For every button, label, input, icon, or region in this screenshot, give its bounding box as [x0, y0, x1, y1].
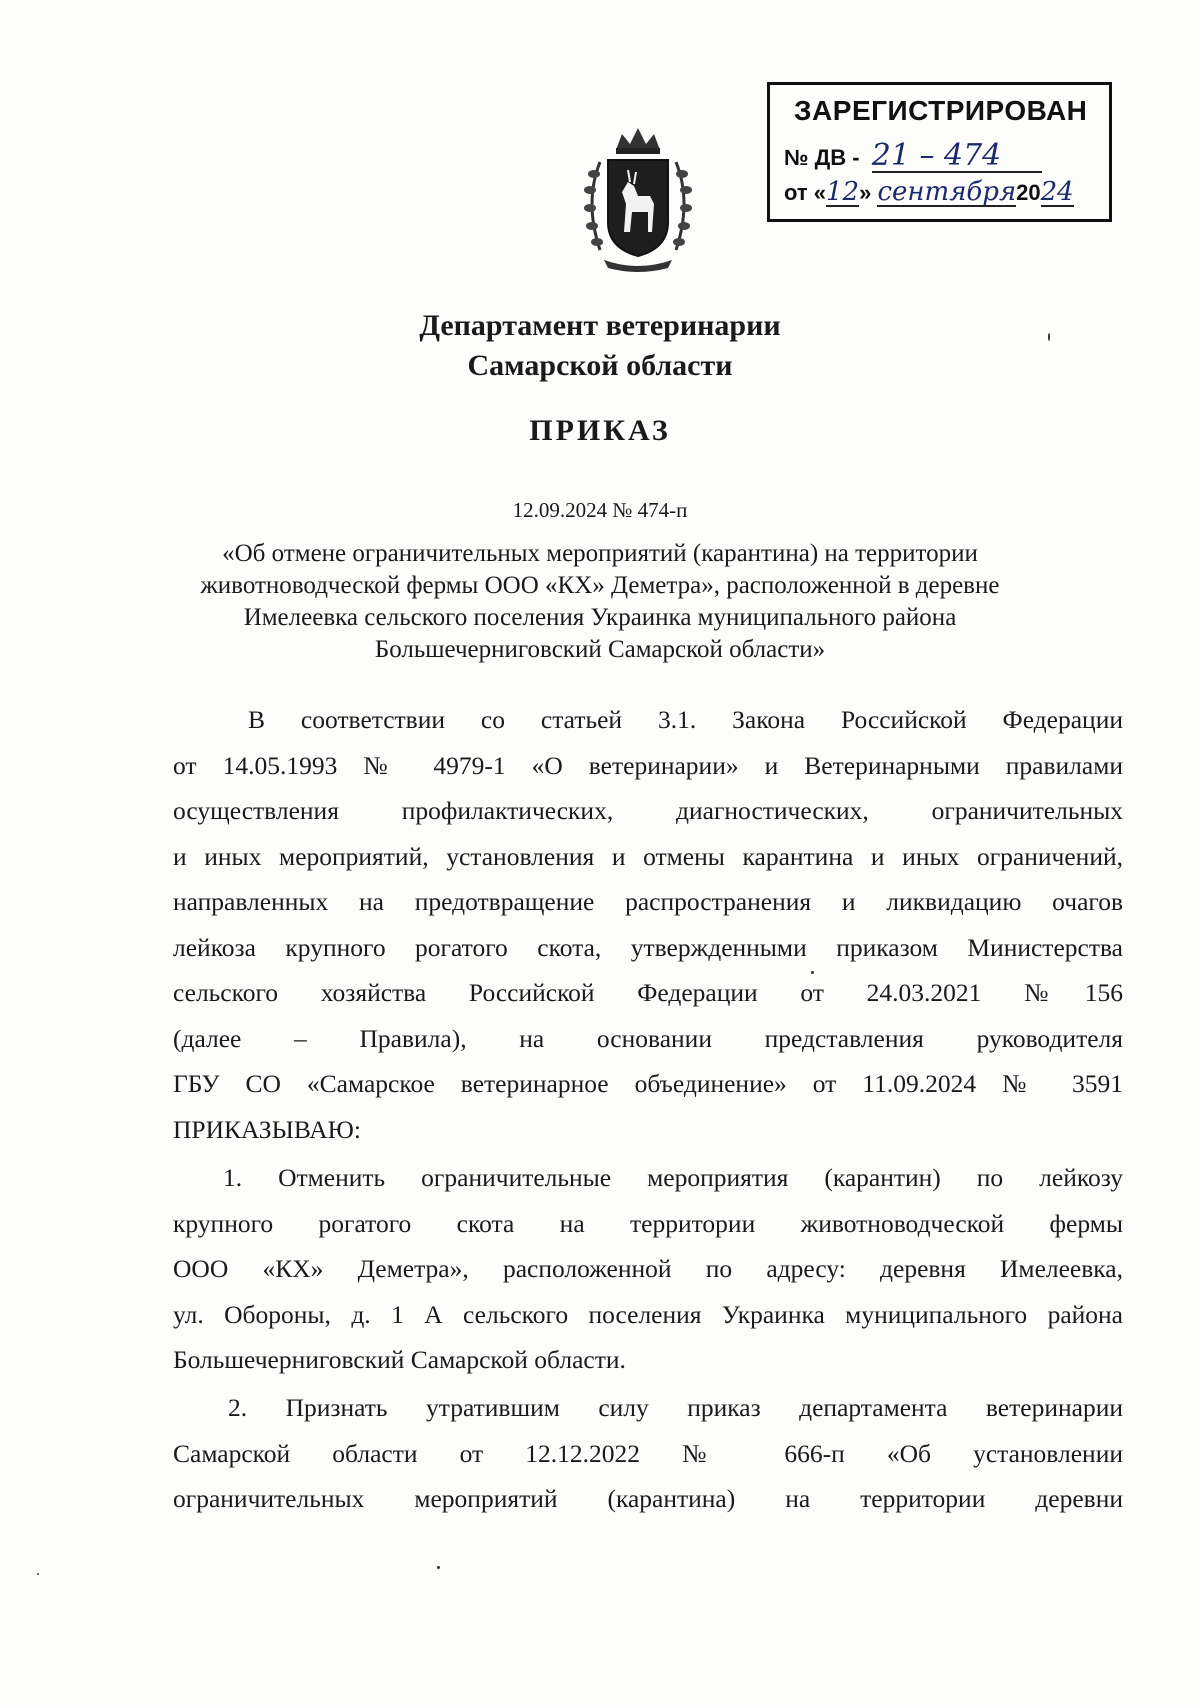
- preamble-line: ПРИКАЗЫВАЮ:: [173, 1114, 361, 1144]
- preamble-line: от 14.05.1993 № 4979-1 «О ветеринарии» и Ветеринарными правилами: [173, 750, 1123, 780]
- registration-stamp: [767, 82, 1112, 222]
- stamp-title: ЗАРЕГИСТРИРОВАН: [794, 95, 1088, 126]
- preamble-line: (далее – Правила), на основании представления руководителя: [173, 1023, 1123, 1053]
- subject-line: «Об отмене ограничительных мероприятий (карантина) на территории: [222, 540, 978, 567]
- item-1-line: ООО «КХ» Деметра», расположенной по адресу: деревня Имелеевка,: [173, 1254, 1123, 1283]
- stamp-day-handwritten: 12: [826, 177, 860, 207]
- stamp-date-prefix: от «: [784, 180, 827, 205]
- order-item-1: [173, 1155, 1123, 1383]
- scan-speck: [1048, 333, 1050, 341]
- stamp-date-line: [784, 179, 1074, 207]
- subject-line: Имелеевка сельского поселения Украинка муниципального района: [243, 604, 957, 631]
- subject-line: животноводческой фермы ООО «КХ» Деметра», расположенной в деревне: [200, 572, 1000, 599]
- item-2-line: 2. Признать утратившим силу приказ департамента ветеринарии: [228, 1393, 1123, 1422]
- stamp-year-prefix: 20: [1016, 180, 1041, 205]
- preamble-line: В соответствии со статьей 3.1. Закона Российской Федерации: [248, 705, 1123, 734]
- order-item-2: [173, 1385, 1123, 1522]
- stamp-year-handwritten: 24: [1040, 177, 1074, 207]
- department-name: [0, 306, 1200, 386]
- preamble-line: сельского хозяйства Российской Федерации от 24.03.2021 №156: [173, 978, 1123, 1007]
- item-1-line: крупного рогатого скота на территории животноводческой фермы: [173, 1208, 1123, 1238]
- scan-speck: [37, 1573, 39, 1575]
- order-subject: [0, 538, 1200, 666]
- department-line-2: Самарской области: [467, 349, 733, 382]
- preamble-paragraph: [173, 697, 1123, 1152]
- stamp-number-line: [784, 138, 1042, 173]
- scan-speck: [437, 1566, 440, 1569]
- preamble-line: и иных мероприятий, установления и отмены карантина и иных ограничений,: [173, 841, 1123, 871]
- samara-coat-of-arms-icon: [578, 122, 698, 274]
- preamble-line: ГБУ СО «Самарское ветеринарное объединение» от 11.09.2024 № 3591: [173, 1069, 1123, 1098]
- document-type: ПРИКАЗ: [529, 414, 671, 447]
- item-1-line: 1. Отменить ограничительные мероприятия (карантин) по лейкозу: [223, 1163, 1123, 1192]
- item-2-line: ограничительных мероприятий (карантина) на территории деревни: [173, 1484, 1123, 1513]
- stamp-date-mid: »: [859, 180, 872, 205]
- preamble-line: направленных на предотвращение распространения и ликвидацию очагов: [173, 887, 1123, 916]
- preamble-line: осуществления профилактических, диагностических, ограничительных: [173, 796, 1123, 825]
- department-line-1: Департамент ветеринарии: [419, 309, 781, 342]
- item-1-line: Большечерниговский Самарской области.: [173, 1345, 626, 1374]
- stamp-number-handwritten: 21 – 474: [872, 141, 1042, 173]
- subject-line: Большечерниговский Самарской области»: [374, 636, 826, 663]
- item-1-line: ул. Обороны, д. 1 А сельского поселения Украинка муниципального района: [173, 1299, 1123, 1329]
- scan-speck: [811, 971, 814, 974]
- item-2-line: Самарской области от 12.12.2022 № 666-п «Об установлении: [173, 1438, 1123, 1468]
- stamp-month-handwritten: сентября: [877, 177, 1017, 207]
- stamp-number-prefix: № ДВ -: [784, 145, 860, 170]
- order-number-date: 12.09.2024 № 474-п: [512, 498, 688, 522]
- preamble-line: лейкоза крупного рогатого скота, утвержденными приказом Министерства: [173, 932, 1123, 962]
